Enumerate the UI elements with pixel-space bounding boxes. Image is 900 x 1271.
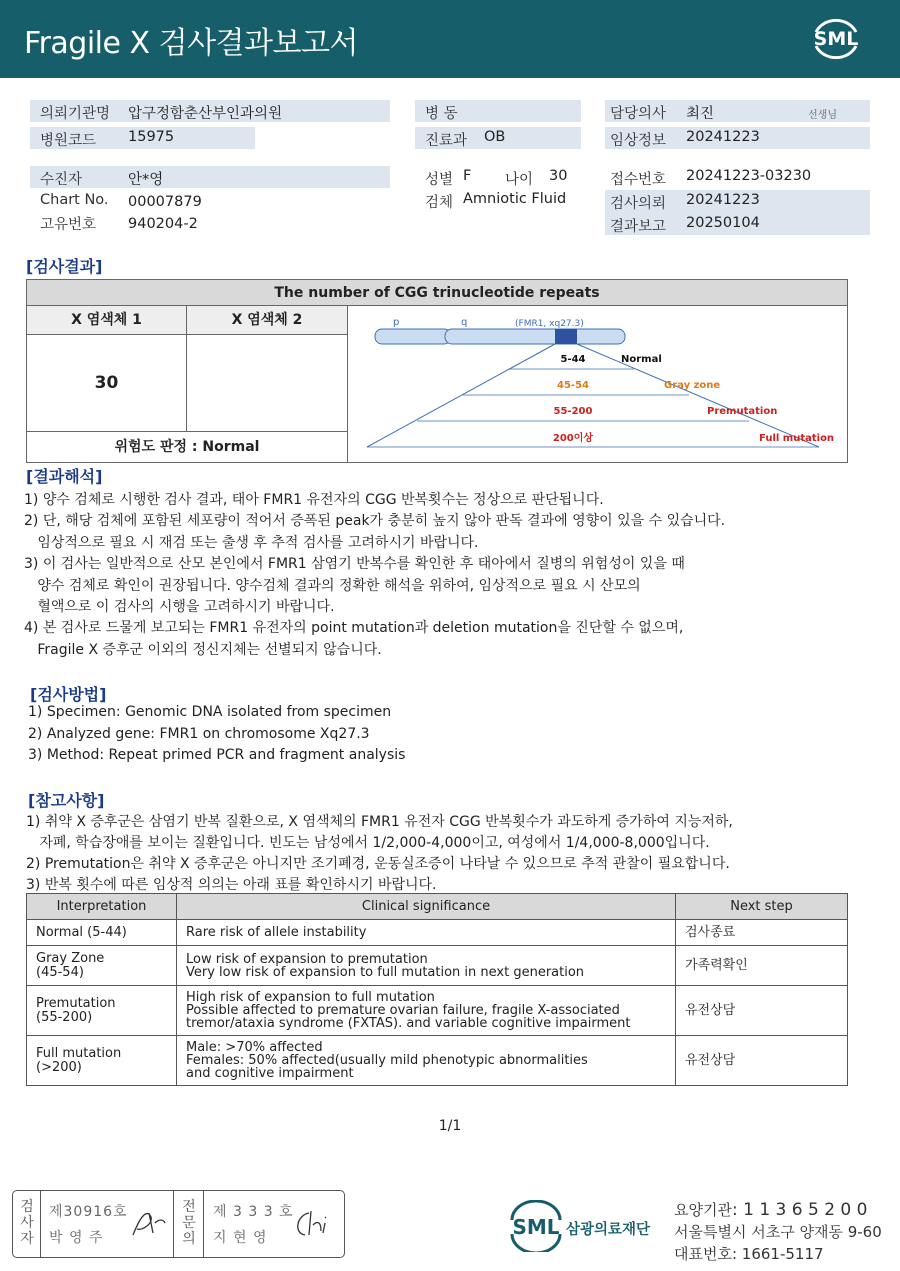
- footer-address: 서울특별시 서초구 양재동 9-60: [674, 1223, 882, 1241]
- interpretation-line: 양수 검체로 확인이 권장됩니다. 양수검체 결과의 정확한 해석을 위하여, 임상적으로 필요 시 산모의: [24, 577, 641, 594]
- row-significance: Male: >70% affected Females: 50% affected(usually mild phenotypic abnormalities and cognitive impairment: [177, 1036, 676, 1086]
- dept-label: 진료과: [425, 133, 468, 149]
- code-label: 병원코드: [40, 133, 97, 149]
- org-value: 압구정함춘산부인과의원: [128, 106, 283, 122]
- chart-value: 00007879: [128, 194, 202, 210]
- row-significance: Rare risk of allele instability: [177, 920, 676, 946]
- report-value: 20250104: [686, 215, 760, 231]
- p-arm-label: p: [393, 317, 400, 328]
- table-row: [27, 920, 848, 946]
- interpretation-line: 혈액으로 이 검사의 시행을 고려하시기 바랍니다.: [24, 599, 335, 615]
- sml-logo-text: SML: [813, 28, 859, 50]
- reference-line: 3) 반복 횟수에 따른 임상적 의의는 아래 표를 확인하시기 바랍니다.: [26, 877, 437, 893]
- age-label: 나이: [505, 172, 534, 188]
- col-x2-header: X 염색체 2: [187, 306, 348, 335]
- clinical-label: 임상정보: [610, 133, 667, 149]
- reference-table: [26, 893, 848, 1086]
- footer-logo: [508, 1200, 668, 1252]
- report-label: 결과보고: [610, 219, 667, 235]
- fmr1-locus: [555, 329, 577, 344]
- interpretation-line: Fragile X 증후군 이외의 정신지체는 선별되지 않습니다.: [24, 641, 382, 658]
- locus-label: (FMR1, xq27.3): [515, 319, 584, 329]
- phone-number: 대표번호: 1661-5117: [674, 1245, 824, 1263]
- interpretation-section-title: [결과해석]: [26, 467, 103, 486]
- range-label: 45-54: [557, 380, 589, 391]
- reference-section-title: [참고사항]: [28, 791, 105, 810]
- method-line: 3) Method: Repeat primed PCR and fragment analysis: [28, 747, 406, 763]
- org-label: 의뢰기관명: [40, 106, 111, 122]
- ref-header-significance: Clinical significance: [177, 894, 676, 920]
- specimen-label: 검체: [425, 195, 454, 211]
- reference-line: 2) Premutation은 취약 X 증후군은 아니지만 조기폐경, 운동실조증이 나타날 수 있으므로 추적 관찰이 필요합니다.: [26, 856, 730, 872]
- risk-verdict: 위험도 판정 : Normal: [27, 432, 348, 462]
- method-line: 2) Analyzed gene: FMR1 on chromosome Xq27.3: [28, 725, 370, 742]
- patient-label: 수진자: [40, 172, 83, 188]
- page-number: 1/1: [438, 1118, 462, 1134]
- results-table-title: The number of CGG trinucleotide repeats: [27, 280, 847, 306]
- receipt-value: 20241223-03230: [686, 168, 812, 184]
- col-x1-header: X 염색체 1: [27, 306, 187, 335]
- patient-bar: [30, 166, 390, 188]
- reference-line: 1) 취약 X 증후군은 삼염기 반복 질환으로, X 염색체의 FMR1 유전자 CGG 반복횟수가 과도하게 증가하여 지능저하,: [26, 814, 733, 830]
- request-value: 20241223: [686, 192, 760, 208]
- cgg-range-diagram: [349, 307, 847, 462]
- interpretation-line: 1) 양수 검체로 시행한 검사 결과, 태아 FMR1 유전자의 CGG 반복횟수는 정상으로 판단됩니다.: [24, 492, 604, 508]
- tester-number: 제30916호: [49, 1204, 128, 1220]
- footer-logo-text: SML: [512, 1215, 560, 1239]
- doctor-suffix: 선생님: [808, 110, 837, 121]
- tester-name: 박 영 주: [49, 1230, 104, 1246]
- expert-label: 전 문 의: [182, 1199, 196, 1247]
- expert-signature: [291, 1205, 335, 1245]
- age-value: 30: [549, 168, 568, 184]
- receipt-label: 접수번호: [610, 172, 667, 188]
- specimen-value: Amniotic Fluid: [463, 191, 567, 207]
- footer-org-name: 삼광의료재단: [566, 1222, 651, 1238]
- table-row: [27, 946, 848, 986]
- report-header: [0, 0, 900, 78]
- report-title: Fragile X 검사결과보고서: [24, 26, 358, 61]
- doctor-label: 담당의사: [610, 106, 667, 122]
- patient-value: 안*영: [128, 172, 164, 188]
- range-category-label: Gray zone: [664, 380, 721, 391]
- chart-label: Chart No.: [40, 192, 109, 208]
- row-interpretation: Normal (5-44): [27, 920, 177, 946]
- signature-box: [12, 1190, 345, 1258]
- sml-logo: [806, 12, 866, 64]
- tester-label: 검 사 자: [20, 1199, 34, 1247]
- x1-value: 30: [27, 335, 187, 432]
- results-table: [26, 279, 848, 463]
- code-value: 15975: [128, 129, 175, 145]
- row-interpretation: Gray Zone (45-54): [27, 946, 177, 986]
- interpretation-line: 4) 본 검사로 드물게 보고되는 FMR1 유전자의 point mutation과 deletion mutation을 진단할 수 없으며,: [24, 620, 684, 637]
- chromosome-q-arm: [445, 329, 625, 344]
- interpretation-line: 3) 이 검사는 일반적으로 산모 본인에서 FMR1 삼염기 반복수를 확인한 후 태아에서 질병의 위험성이 있을 때: [24, 556, 685, 573]
- range-label: 200이상: [552, 433, 594, 444]
- care-number: 요양기관: 1 1 3 6 5 2 0 0: [674, 1200, 868, 1220]
- row-next-step: 유전상담: [676, 986, 848, 1036]
- q-arm-label: q: [461, 317, 468, 328]
- id-value: 940204-2: [128, 216, 198, 232]
- results-section-title: [검사결과]: [26, 257, 103, 276]
- id-label: 고유번호: [40, 217, 97, 233]
- expert-name: 지 현 영: [213, 1230, 268, 1246]
- row-next-step: 가족력확인: [676, 946, 848, 986]
- method-section-title: [검사방법]: [30, 685, 107, 704]
- range-category-label: Full mutation: [759, 433, 835, 444]
- reference-line: 자폐, 학습장애를 보이는 질환입니다. 빈도는 남성에서 1/2,000-4,000이고, 여성에서 1/4,000-8,000입니다.: [26, 835, 710, 851]
- row-significance: High risk of expansion to full mutation Possible affected to premature ovarian failure, fragile X-associated tremor/ataxia syndrome (FXTAS). and variable cognitive impairment: [177, 986, 676, 1036]
- ward-label: 병 동: [425, 106, 458, 122]
- chromosome-p-arm: [375, 329, 451, 344]
- sex-label: 성별: [425, 172, 454, 188]
- range-label: 55-200: [553, 406, 593, 417]
- table-row: [27, 1036, 848, 1086]
- interpretation-line: 임상적으로 필요 시 재검 또는 출생 후 추적 검사를 고려하시기 바랍니다.: [24, 534, 479, 551]
- doctor-value: 최진: [686, 106, 715, 122]
- request-label: 검사의뢰: [610, 196, 667, 212]
- row-next-step: 검사종료: [676, 920, 848, 946]
- method-line: 1) Specimen: Genomic DNA isolated from specimen: [28, 704, 392, 720]
- clinical-value: 20241223: [686, 129, 760, 145]
- sex-value: F: [463, 168, 472, 184]
- range-category-label: Premutation: [707, 406, 778, 417]
- x2-value: [187, 335, 348, 432]
- ref-header-next: Next step: [676, 894, 848, 920]
- row-interpretation: Premutation (55-200): [27, 986, 177, 1036]
- row-significance: Low risk of expansion to premutation Very low risk of expansion to full mutation in next generation: [177, 946, 676, 986]
- row-next-step: 유전상담: [676, 1036, 848, 1086]
- tester-signature: [129, 1205, 169, 1245]
- ref-header-interp: Interpretation: [27, 894, 177, 920]
- table-row: [27, 986, 848, 1036]
- range-label: 5-44: [560, 354, 586, 365]
- expert-number: 제 3 3 3 호: [213, 1204, 294, 1220]
- row-interpretation: Full mutation (>200): [27, 1036, 177, 1086]
- range-category-label: Normal: [621, 354, 662, 365]
- dept-value: OB: [484, 129, 506, 145]
- interpretation-line: 2) 단, 해당 검체에 포함된 세포량이 적어서 증폭된 peak가 충분히 높지 않아 판독 결과에 영향이 있을 수 있습니다.: [24, 513, 726, 530]
